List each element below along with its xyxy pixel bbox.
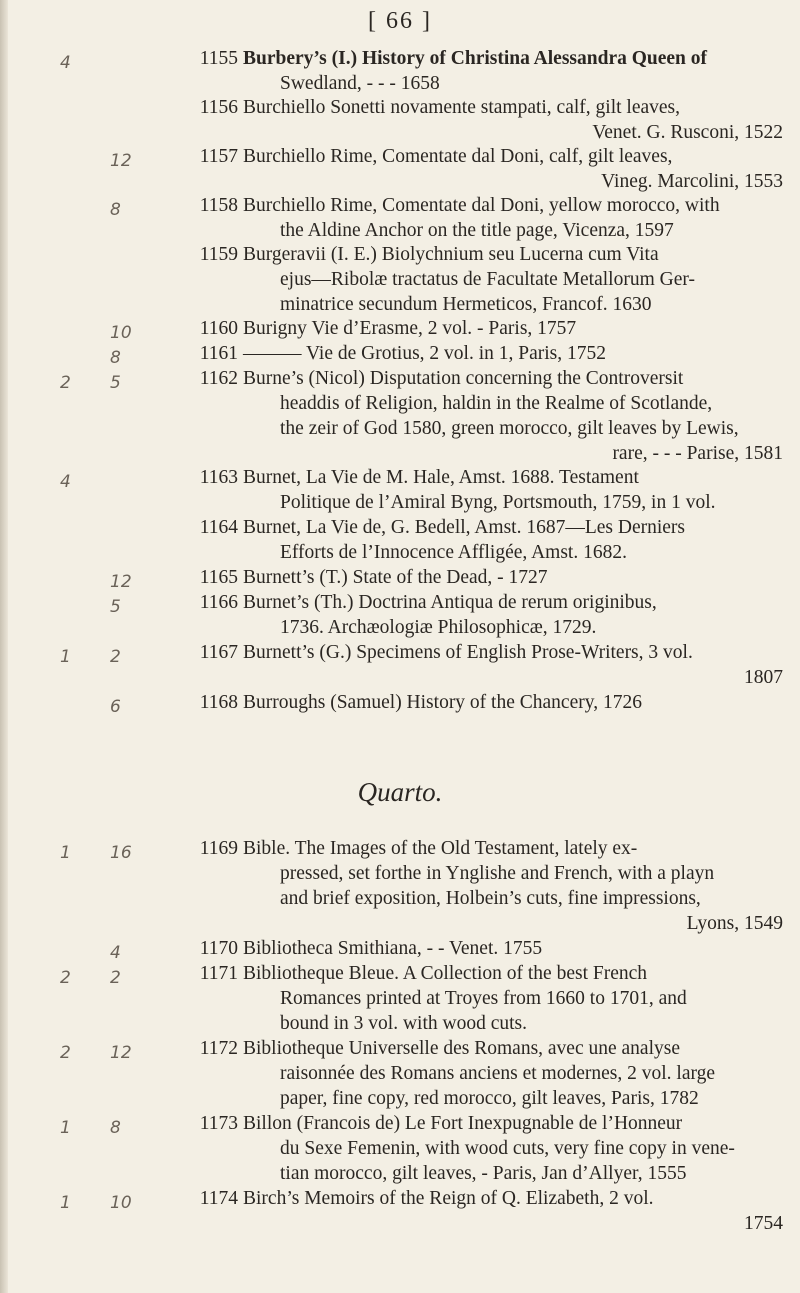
price-annotation: 4 xyxy=(60,472,71,492)
entry-line: headdis of Religion, haldin in the Realme of Scotlande, xyxy=(280,393,713,414)
entry-line: Burgeravii (I. E.) Biolychnium seu Lucerna cum Vita xyxy=(243,244,659,265)
entry-line: Bibliotheque Bleue. A Collection of the best French xyxy=(243,963,648,984)
entry-line: Bible. The Images of the Old Testament, lately ex- xyxy=(243,838,638,859)
entry-line: Romances printed at Troyes from 1660 to 1701, and xyxy=(280,988,687,1009)
lot-number: 1157 xyxy=(199,146,238,167)
entry-line: ——— Vie de Grotius, 2 vol. in 1, Paris, 1752 xyxy=(243,343,606,364)
price-annotation: 12 xyxy=(110,572,132,592)
price-annotation: 2 xyxy=(60,373,71,393)
lot-number: 1163 xyxy=(199,467,238,488)
entry-line: paper, fine copy, red morocco, gilt leaves, Paris, 1782 xyxy=(280,1088,699,1109)
lot-number: 1161 xyxy=(199,343,238,364)
entry-line: Burchiello Rime, Comentate dal Doni, yellow morocco, with xyxy=(243,195,720,216)
entry-line: Lyons, 1549 xyxy=(686,913,783,934)
entry-line: Swedland, - - - 1658 xyxy=(280,73,440,94)
price-annotation: 1 xyxy=(60,1118,71,1138)
entry-line: Politique de l’Amiral Byng, Portsmouth, 1759, in 1 vol. xyxy=(280,492,716,513)
price-annotation: 8 xyxy=(110,1118,121,1138)
lot-number: 1169 xyxy=(199,838,238,859)
lot-number: 1159 xyxy=(199,244,238,265)
lot-number: 1162 xyxy=(199,368,238,389)
lot-number: 1173 xyxy=(199,1113,238,1134)
entry-line: the zeir of God 1580, green morocco, gilt leaves by Lewis, xyxy=(280,418,739,439)
entry-line: Vineg. Marcolini, 1553 xyxy=(601,171,783,192)
entry-line: Burbery’s (I.) History of Christina Alessandra Queen of xyxy=(243,48,708,69)
price-annotation: 8 xyxy=(110,200,121,220)
entry-line: bound in 3 vol. with wood cuts. xyxy=(280,1013,527,1034)
entry-line: Bibliotheque Universelle des Romans, avec une analyse xyxy=(243,1038,680,1059)
lot-number: 1160 xyxy=(199,318,238,339)
price-annotation: 4 xyxy=(110,943,121,963)
price-annotation: 8 xyxy=(110,348,121,368)
lot-number: 1171 xyxy=(199,963,238,984)
lot-number: 1168 xyxy=(199,692,238,713)
price-annotation: 2 xyxy=(60,1043,71,1063)
price-annotation: 5 xyxy=(110,373,121,393)
entry-line: the Aldine Anchor on the title page, Vicenza, 1597 xyxy=(280,220,674,241)
entry-line: Burnet’s (Th.) Doctrina Antiqua de rerum originibus, xyxy=(243,592,657,613)
lot-number: 1167 xyxy=(199,642,238,663)
entry-line: pressed, set forthe in Ynglishe and French, with a playn xyxy=(280,863,715,884)
entry-line: Birch’s Memoirs of the Reign of Q. Elizabeth, 2 vol. xyxy=(243,1188,654,1209)
lot-number: 1164 xyxy=(199,517,238,538)
entry-line: Efforts de l’Innocence Affligée, Amst. 1682. xyxy=(280,542,627,563)
lot-number: 1166 xyxy=(199,592,238,613)
lot-number: 1170 xyxy=(199,938,238,959)
entry-line: 1754 xyxy=(744,1213,783,1234)
entry-line: Venet. G. Rusconi, 1522 xyxy=(592,122,783,143)
price-annotation: 2 xyxy=(110,968,121,988)
page-edge xyxy=(0,0,8,1293)
entry-line: 1736. Archæologiæ Philosophicæ, 1729. xyxy=(280,617,597,638)
lot-number: 1174 xyxy=(199,1188,238,1209)
lot-number: 1155 xyxy=(199,48,238,69)
section-heading: Quarto. xyxy=(357,777,443,807)
entry-line: Burchiello Sonetti novamente stampati, calf, gilt leaves, xyxy=(243,97,681,118)
price-annotation: 16 xyxy=(110,843,132,863)
entry-line: Burne’s (Nicol) Disputation concerning the Controversit xyxy=(243,368,684,389)
price-annotation: 1 xyxy=(60,647,71,667)
entry-line: Burigny Vie d’Erasme, 2 vol. - Paris, 1757 xyxy=(243,318,577,339)
price-annotation: 10 xyxy=(110,323,132,343)
price-annotation: 12 xyxy=(110,1043,132,1063)
lot-number: 1165 xyxy=(199,567,238,588)
price-annotation: 2 xyxy=(110,647,121,667)
entry-line: Burnett’s (T.) State of the Dead, - 1727 xyxy=(243,567,548,588)
entry-line: and brief exposition, Holbein’s cuts, fine impressions, xyxy=(280,888,701,909)
entry-line: minatrice secundum Hermeticos, Francof. 1630 xyxy=(280,294,652,315)
entry-line: Burnet, La Vie de M. Hale, Amst. 1688. Testament xyxy=(243,467,639,488)
lot-number: 1172 xyxy=(199,1038,238,1059)
entry-line: ejus—Ribolæ tractatus de Facultate Metallorum Ger- xyxy=(280,269,695,290)
lot-number: 1158 xyxy=(199,195,238,216)
price-annotation: 2 xyxy=(60,968,71,988)
lot-number: 1156 xyxy=(199,97,238,118)
entry-line: raisonnée des Romans anciens et modernes, 2 vol. large xyxy=(280,1063,716,1084)
entry-line: Billon (Francois de) Le Fort Inexpugnable de l’Honneur xyxy=(243,1113,683,1134)
price-annotation: 12 xyxy=(110,151,132,171)
price-annotation: 1 xyxy=(60,1193,71,1213)
entry-line: du Sexe Femenin, with wood cuts, very fine copy in vene- xyxy=(280,1138,735,1159)
price-annotation: 6 xyxy=(110,697,121,717)
price-annotation: 5 xyxy=(110,597,121,617)
entry-line: tian morocco, gilt leaves, - Paris, Jan d’Allyer, 1555 xyxy=(280,1163,687,1184)
entry-line: rare, - - - Parise, 1581 xyxy=(612,443,783,464)
entry-line: Burroughs (Samuel) History of the Chancery, 1726 xyxy=(243,692,642,713)
entry-line: Burnett’s (G.) Specimens of English Prose-Writers, 3 vol. xyxy=(243,642,693,663)
entry-line: 1807 xyxy=(744,667,783,688)
entry-line: Burchiello Rime, Comentate dal Doni, calf, gilt leaves, xyxy=(243,146,673,167)
entry-line: Burnet, La Vie de, G. Bedell, Amst. 1687—Les Derniers xyxy=(243,517,686,538)
page-number: [ 66 ] xyxy=(368,8,432,34)
price-annotation: 10 xyxy=(110,1193,132,1213)
price-annotation: 1 xyxy=(60,843,71,863)
price-annotation: 4 xyxy=(60,53,71,73)
entry-line: Bibliotheca Smithiana, - - Venet. 1755 xyxy=(243,938,543,959)
